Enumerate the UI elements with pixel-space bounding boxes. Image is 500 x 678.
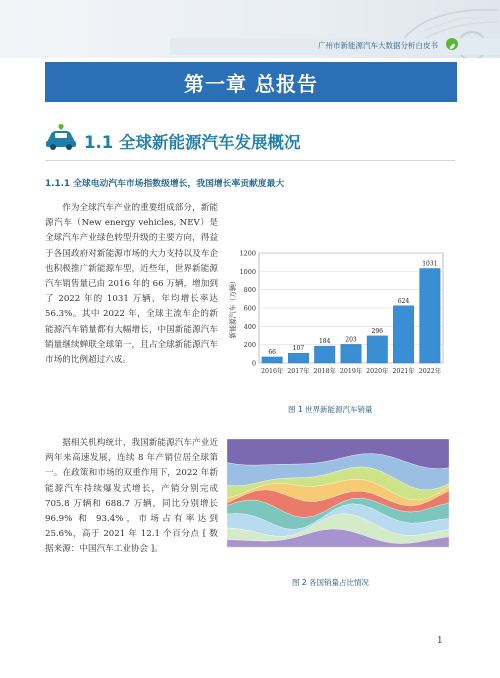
ev-car-icon [44,122,78,152]
y-tick-label: 1000 [239,267,256,276]
y-tick-label: 600 [243,304,256,313]
bar [314,346,335,363]
running-header: 广州市新能源汽车大数据分析白皮书 [318,41,438,50]
x-tick-label: 2020年 [366,368,389,375]
x-tick-label: 2017年 [287,368,310,375]
x-tick-label: 2018年 [313,368,336,375]
bar [262,357,283,363]
bar-data-label: 296 [371,327,384,335]
figure-caption: 图 2 各国销量占比情况 [292,578,370,587]
country-share-area-chart [223,435,453,565]
bar [288,353,309,363]
body-paragraph: 作为全球汽车产业的重要组成部分，新能源汽车（New energy vehicles, NEV）是全球汽车产业绿色转型升级的主要方向，得益于各国政府对新能源市场的大力支持以及车企也积极推广新能源车型，近些年，世界新能源汽车销售量已由 2016 年的 66 万辆，增加到了 2022 年的 1031 万辆，年均增长率达 56.3%。其中 2022 年，全球主流车企的新能源汽车销量都有大幅增长，中国新能源汽车销量继续蝉联全球第一，且占全球新能源汽车市场的比例超过六成。 [45,203,218,366]
y-tick-label: 800 [243,286,256,295]
bar-data-label: 107 [292,345,305,353]
bar-data-label: 1031 [422,260,438,268]
bar-data-label: 624 [397,297,410,305]
sales-bar-chart [225,245,450,395]
x-tick-label: 2022年 [418,368,442,375]
x-tick-label: 2019年 [339,368,363,375]
figure-caption: 图 1 世界新能源汽车销量 [288,405,373,414]
body-paragraph: 据相关机构统计，我国新能源汽车产业近两年来高速发展，连续 8 年产销位居全球第一。在政策和市场的双重作用下，2022 年新能源汽车持续爆发式增长，产销分别完成 705.8 万辆和 688.7 万辆，同比分别增长 96.9% 和 93.4%，市场占有率达到 25.6%，高于 2021 年 12.1 个百分点 [ 数据来源：中国汽车工业协会 ]。 [45,438,218,555]
x-tick-label: 2021年 [392,368,415,375]
bar [393,306,414,363]
bar-data-label: 203 [345,336,357,344]
chapter-title: 第一章 总报告 [184,71,318,96]
bar [341,344,362,363]
leaf-icon [446,38,458,50]
y-tick-label: 1200 [239,249,256,258]
bar [420,268,441,363]
page-number: 1 [437,636,443,646]
subsection-title: 1.1.1 全球电动汽车市场指数级增长，我国增长率贡献度最大 [45,179,285,189]
y-axis-label: 新能源汽车（万辆） [229,277,237,339]
bar-data-label: 184 [318,338,331,346]
y-tick-label: 0 [251,359,256,368]
section-title: 1.1 全球新能源汽车发展概况 [84,133,301,152]
bar-data-label: 66 [268,348,276,356]
section-divider [45,160,455,161]
y-tick-label: 200 [243,341,256,350]
x-tick-label: 2016年 [260,368,284,375]
header-band [0,0,500,58]
chapter-banner [45,62,457,102]
y-tick-label: 400 [243,322,256,331]
bar [367,336,388,363]
